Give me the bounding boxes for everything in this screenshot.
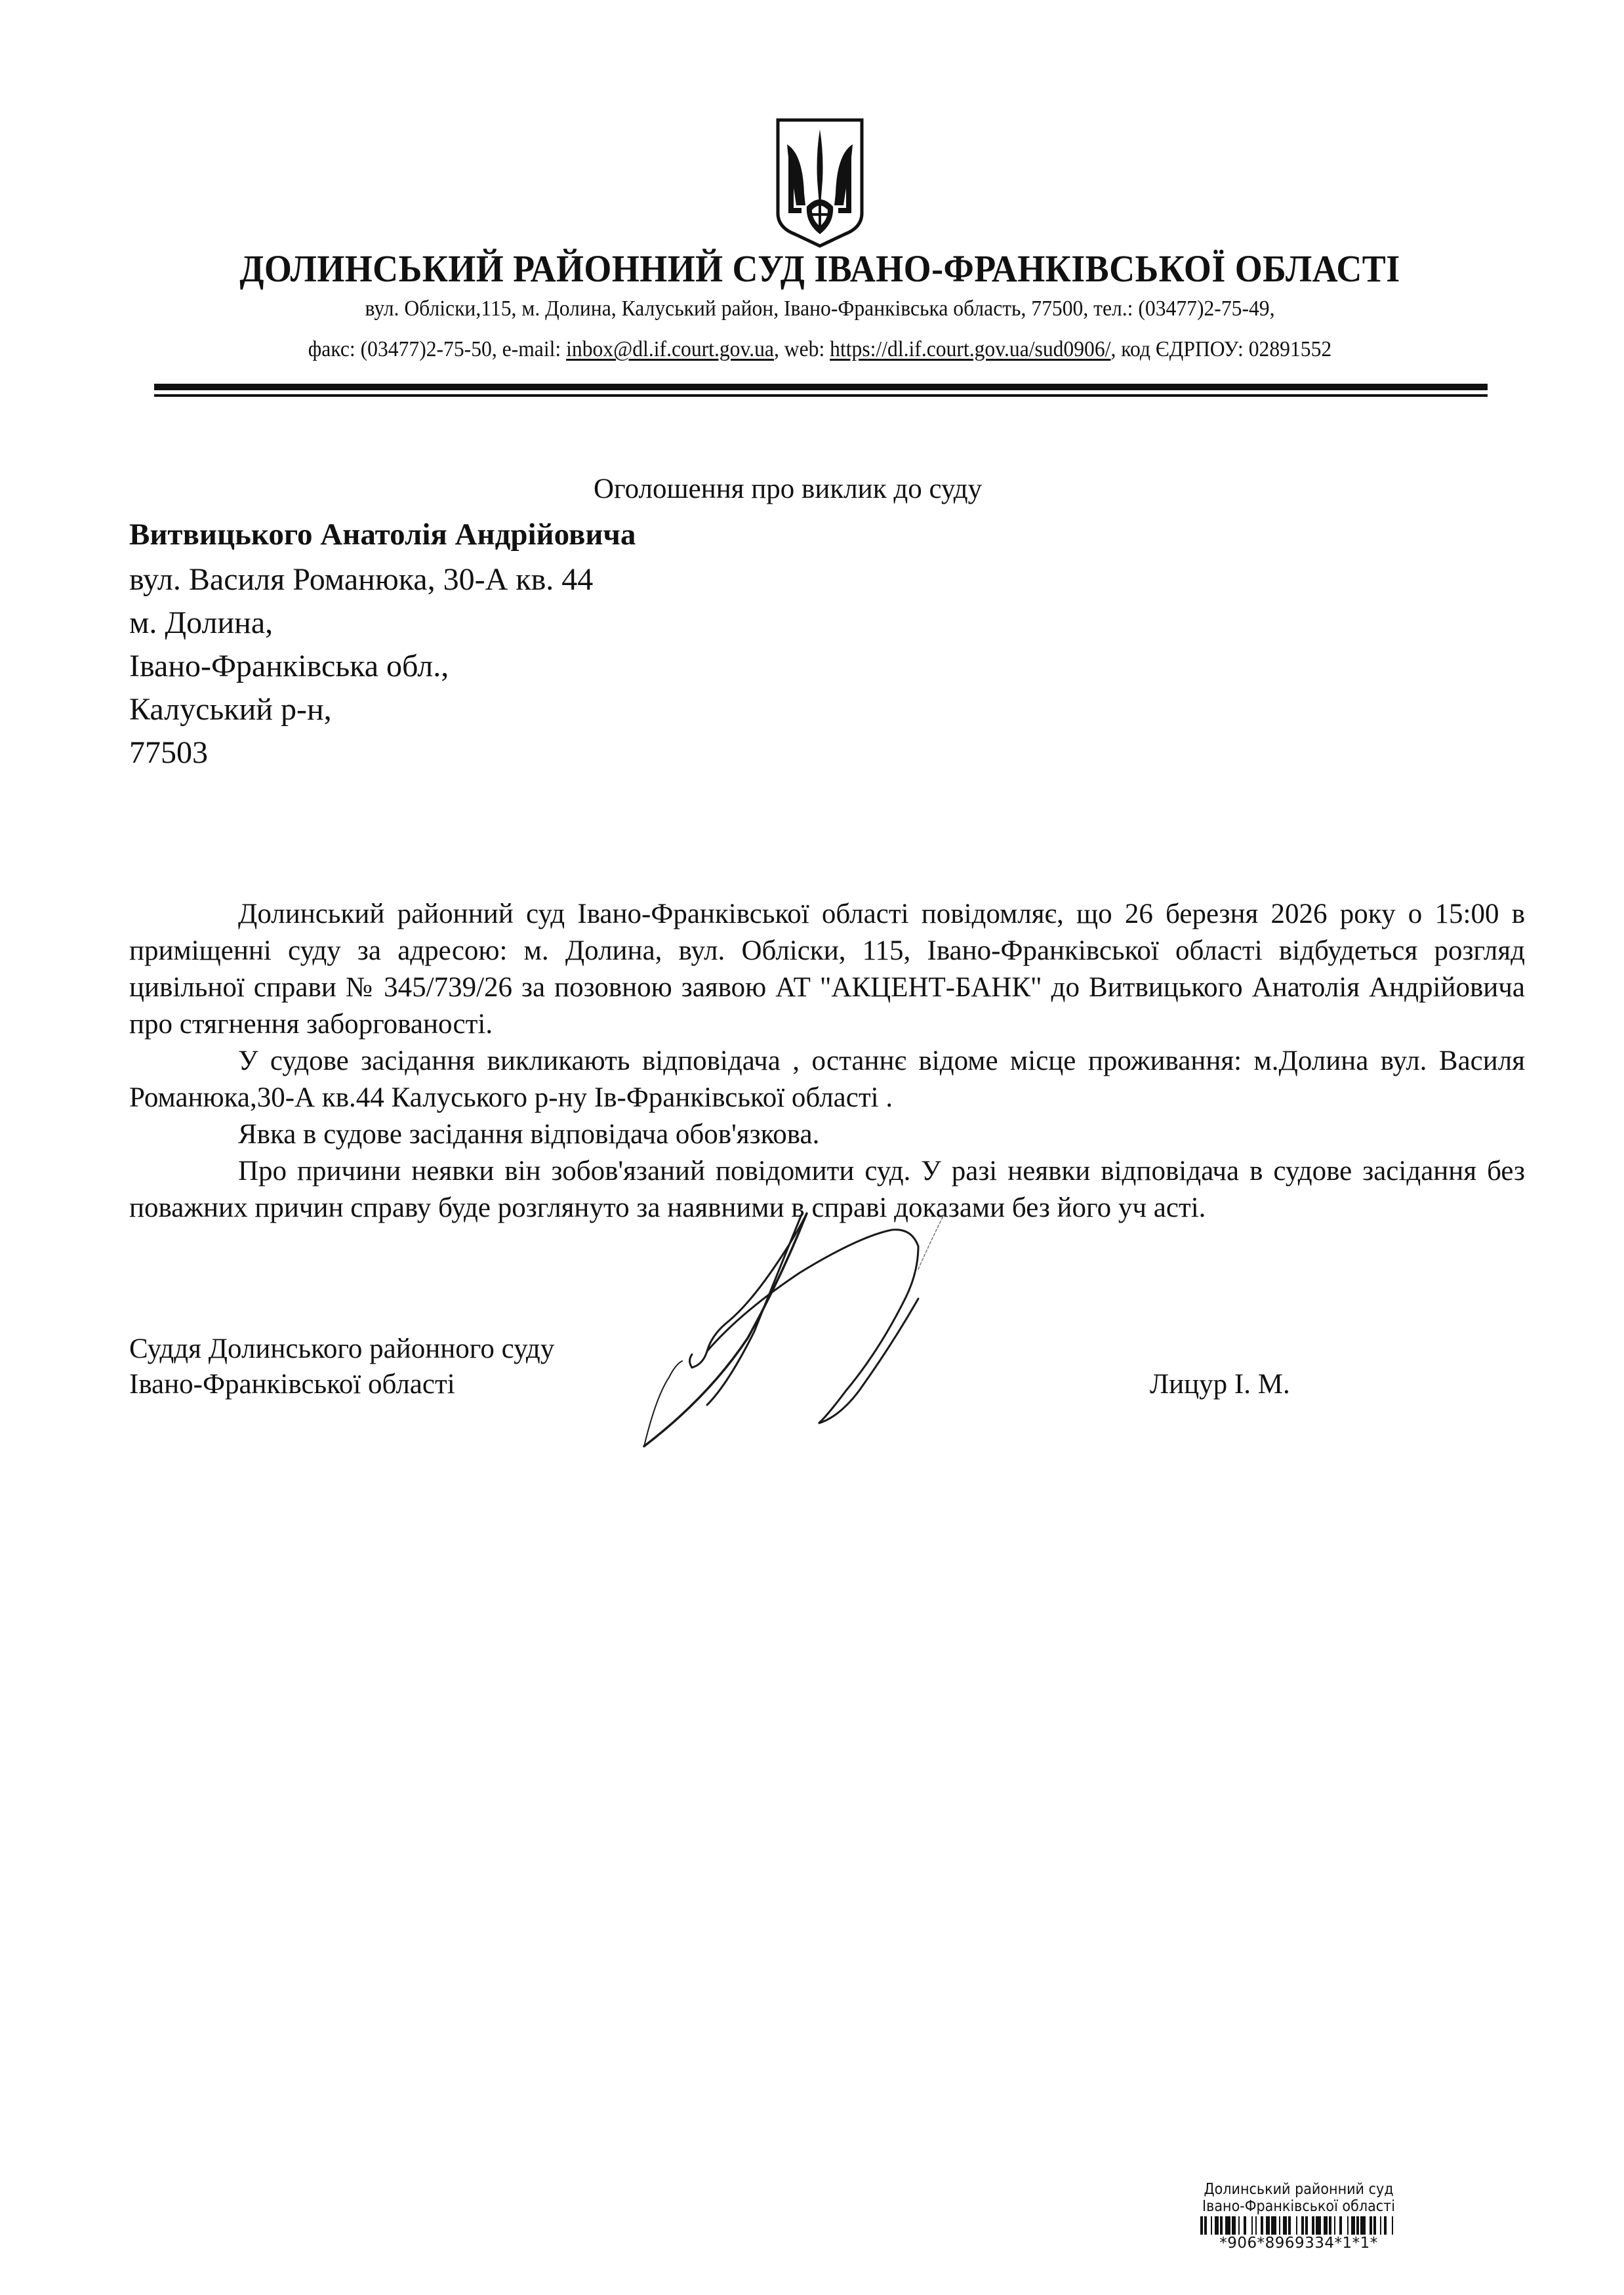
paragraph-summons: У судове засідання викликають відповідача , останнє відоме місце проживання: м.Долина вул. Василя Романюка,30-А кв.44 Калуського р-ну Ів-Франківської області . [129, 1046, 1525, 1113]
addressee-district: Калуський р-н, [129, 692, 332, 727]
paragraph-absence-consequences: Про причини неявки він зобов'язаний повідомити суд. У разі неявки відповідача в судове засідання без поважних причин справу буде розглянуто за наявними в справі доказами без його уч асті. [129, 1156, 1525, 1223]
court-address: вул. Обліски,115, м. Долина, Калуський район, Івано-Франківська область, 77500, тел.: (03477)2-75-49, [365, 296, 1275, 321]
addressee-name: Витвицького Анатолія Андрійовича [129, 518, 636, 552]
court-contacts [197, 335, 1442, 365]
judge-title [129, 1331, 554, 1402]
judge-name: Лицур І. М. [1150, 1369, 1290, 1400]
fax-text: факс: (03477)2-75-50, e-mail: [308, 337, 567, 361]
edrpou-code: , код ЄДРПОУ: 02891552 [1110, 337, 1332, 361]
registry-stamp [1063, 2181, 1535, 2252]
web-label: , web: [773, 337, 830, 361]
handwritten-signature-icon [630, 1200, 1417, 1476]
website-link[interactable]: https://dl.if.court.gov.ua/sud0906/ [830, 337, 1111, 361]
paragraph-attendance: Явка в судове засідання відповідача обов'язкова. [238, 1119, 820, 1150]
judge-title-line-2: Івано-Франківської області [129, 1369, 455, 1400]
notice-body [129, 896, 1525, 1227]
addressee-block [129, 515, 636, 775]
addressee-city: м. Долина, [129, 605, 274, 640]
addressee-street: вул. Василя Романюка, 30-А кв. 44 [129, 562, 594, 597]
addressee-region: Івано-Франківська обл., [129, 649, 449, 683]
barcode-number: *906*8969334*1*1* [1219, 2235, 1378, 2252]
paragraph-hearing-info: Долинський районний суд Івано-Франківської області повідомляє, що 26 березня 2026 року о 15:00 в приміщенні суду за адресою: м. Долина, вул. Обліски, 115, Івано-Франківської області відбудеться розгляд цивільної справи № 345/739/26 за позовною заявою АТ "АКЦЕНТ-БАНК" до Витвицького Анатолія Андрійовича про стягнення заборгованості. [129, 899, 1525, 1040]
coat-of-arms-icon [774, 115, 866, 249]
judge-title-line-1: Суддя Долинського районного суду [129, 1333, 555, 1364]
header-divider-thin [154, 394, 1488, 397]
barcode-icon [1063, 2216, 1535, 2235]
notice-title: Оголошення про виклик до суду [594, 474, 983, 504]
header-divider-thick [154, 384, 1488, 390]
stamp-court-line-2: Івано-Франківської області [1202, 2198, 1395, 2215]
court-name-heading: ДОЛИНСЬКИЙ РАЙОННИЙ СУД ІВАНО-ФРАНКІВСЬКОЇ ОБЛАСТІ [239, 247, 1400, 290]
addressee-postcode: 77503 [129, 735, 208, 770]
stamp-court-line-1: Долинський районний суд [1204, 2181, 1394, 2198]
email-link[interactable]: inbox@dl.if.court.gov.ua [566, 337, 774, 361]
